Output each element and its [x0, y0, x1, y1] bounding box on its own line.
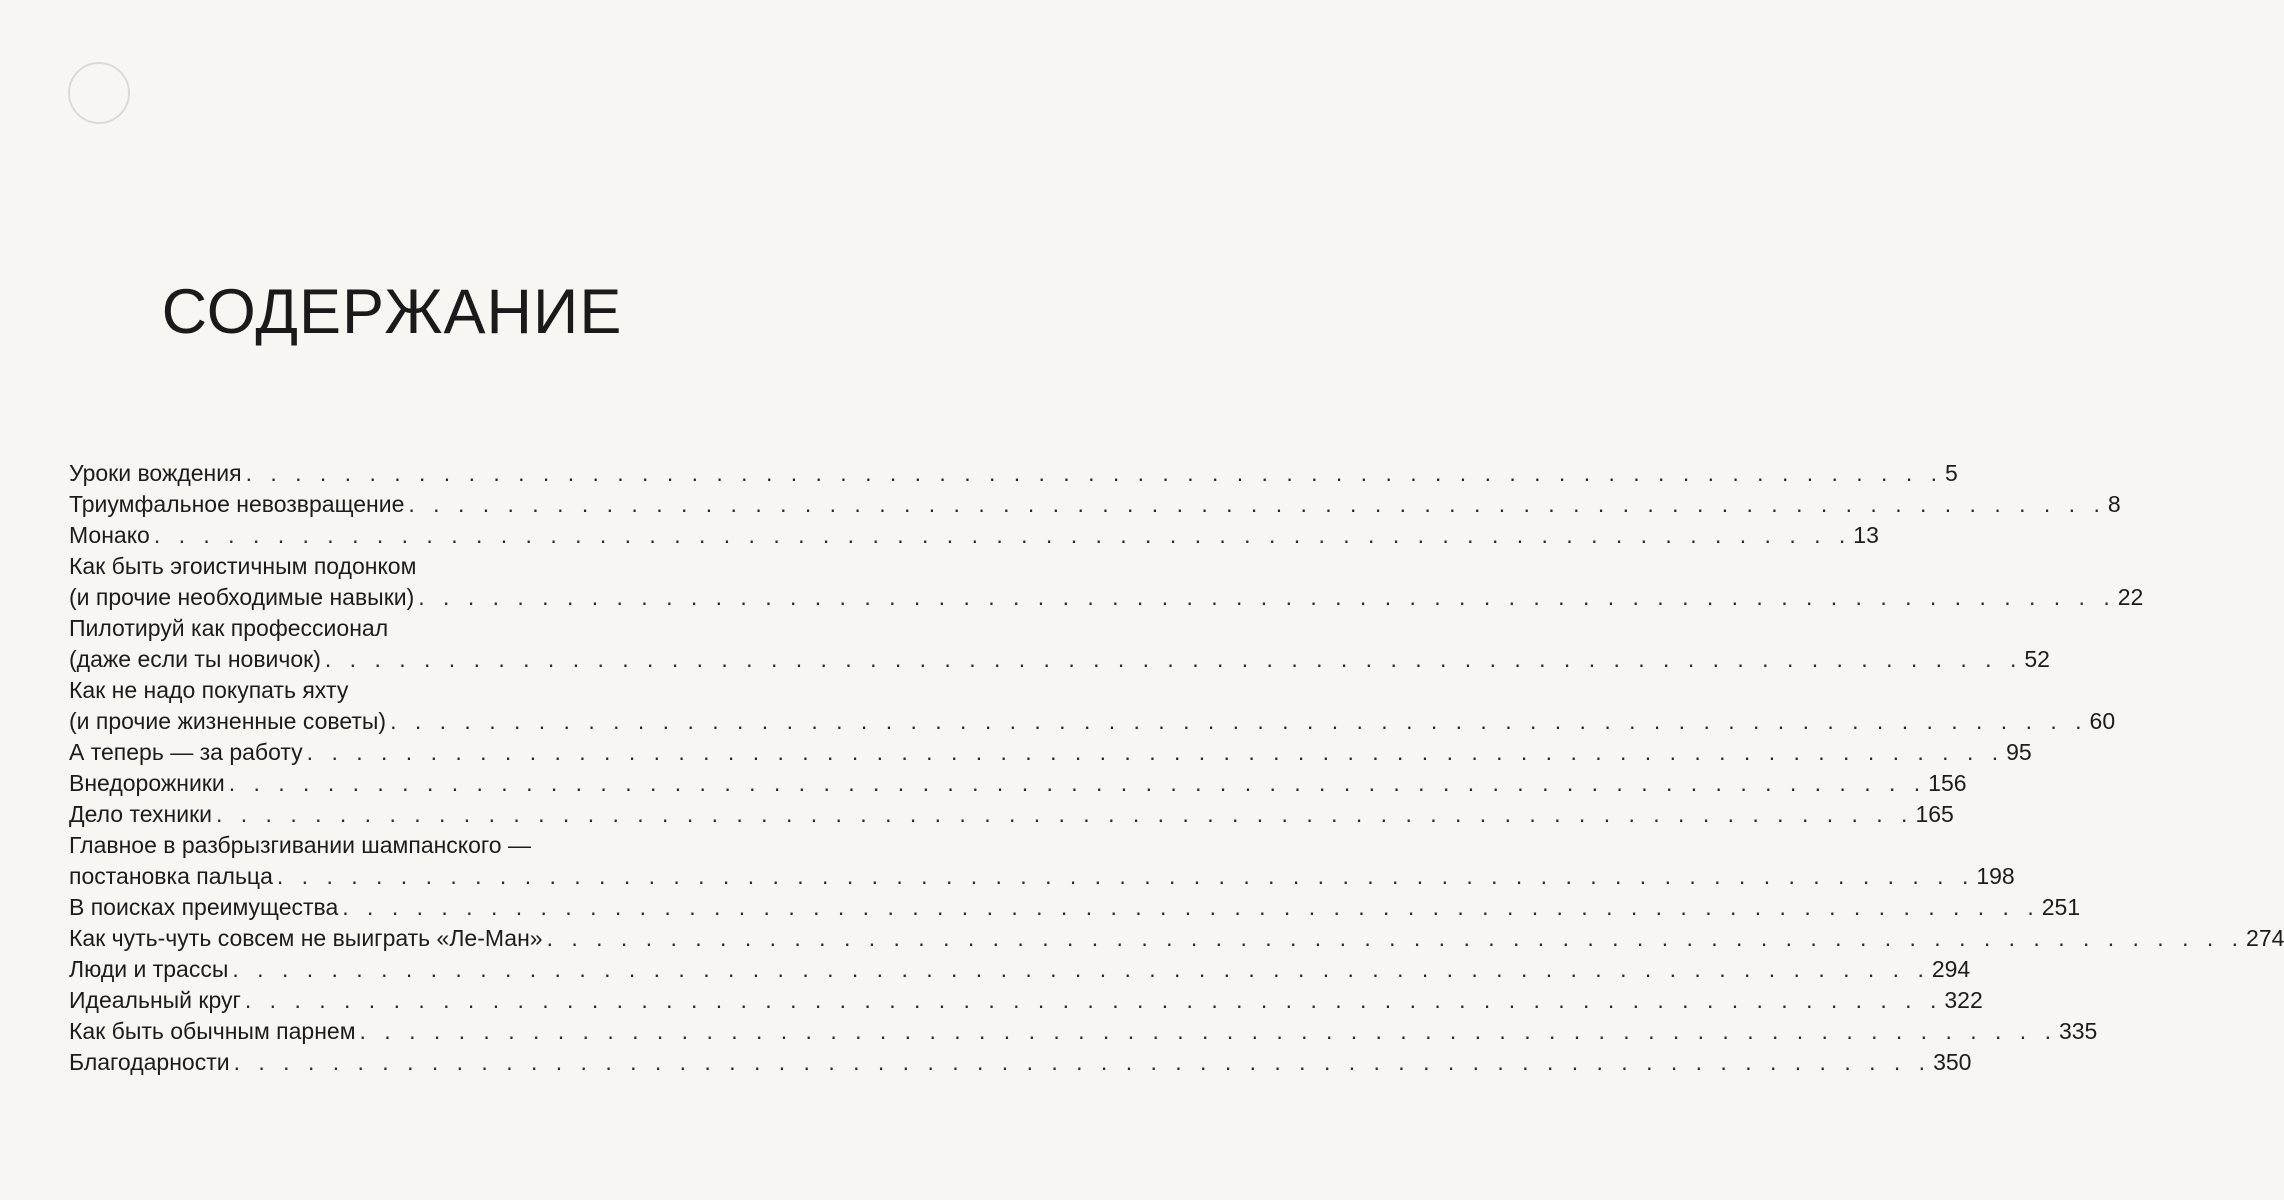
- toc-entry-title: Уроки вождения: [69, 458, 246, 489]
- toc-page-number: 13: [1851, 520, 1879, 551]
- toc-entry: [69, 954, 1971, 985]
- table-of-contents: [69, 458, 2284, 1078]
- toc-entry-title: Триумфальное невозвращение: [69, 489, 408, 520]
- toc-page-number: 60: [2088, 706, 2116, 737]
- toc-entry: [69, 706, 2116, 737]
- toc-page-number: 335: [2057, 1016, 2097, 1047]
- toc-entry-title: Люди и трассы: [69, 954, 232, 985]
- toc-entry: [69, 458, 1958, 489]
- toc-entry-title: Идеальный круг: [69, 985, 245, 1016]
- toc-leader-dots: . . . . . . . . . . . . . . . . . . . . . . . . . . . . . . . . . . . . . . . . . . . . . . . . . . . . . . . . . . . . . . . . . . . . .: [408, 491, 2106, 517]
- toc-entry: [69, 923, 2284, 954]
- toc-page-number: 350: [1931, 1047, 1971, 1078]
- toc-entry-title: Как быть обычным парнем: [69, 1016, 360, 1047]
- toc-page-number: 322: [1942, 985, 1982, 1016]
- toc-entry-title: Дело техники: [69, 799, 216, 830]
- toc-entry-line: [69, 675, 687, 706]
- toc-page-number: 294: [1930, 954, 1970, 985]
- toc-entry: [69, 737, 2032, 768]
- toc-entry: [69, 644, 2050, 675]
- toc-entry-title: Монако: [69, 520, 154, 551]
- toc-leader-dots: . . . . . . . . . . . . . . . . . . . . . . . . . . . . . . . . . . . . . . . . . . . . . . . . . . . . . . . . . . . . . . . . . . . . .: [233, 1049, 1932, 1075]
- toc-leader-dots: . . . . . . . . . . . . . . . . . . . . . . . . . . . . . . . . . . . . . . . . . . . . . . . . . . . . . . . . . . . . . . . . . . . . .: [359, 1018, 2057, 1044]
- toc-entry-title: Как не надо покупать яхту: [69, 675, 352, 706]
- toc-entry: [69, 1016, 2098, 1047]
- toc-entry-line: [69, 551, 687, 582]
- toc-leader-dots: . . . . . . . . . . . . . . . . . . . . . . . . . . . . . . . . . . . . . . . . . . . . . . . . . . . . . . . . . . . . . . . . . . . . .: [342, 894, 2040, 920]
- toc-leader-dots: . . . . . . . . . . . . . . . . . . . . . . . . . . . . . . . . . . . . . . . . . . . . . . . . . . . . . . . . . . . . . . . . . . . . .: [276, 863, 1975, 889]
- toc-leader-dots: . . . . . . . . . . . . . . . . . . . . . . . . . . . . . . . . . . . . . . . . . . . . . . . . . . . . . . . . . . . . . . . . . . . . .: [245, 460, 1944, 486]
- toc-page-number: 198: [1974, 861, 2014, 892]
- toc-leader-dots: . . . . . . . . . . . . . . . . . . . . . . . . . . . . . . . . . . . . . . . . . . . . . . . . . . . . . . . . . . . . . . . . . . . . .: [216, 801, 1914, 827]
- toc-entry: [69, 768, 1967, 799]
- toc-leader-dots: . . . . . . . . . . . . . . . . . . . . . . . . . . . . . . . . . . . . . . . . . . . . . . . . . . . . . . . . . . . . . . . . . . . . .: [306, 739, 2005, 765]
- toc-page-number: 5: [1943, 458, 1958, 489]
- toc-entry-title: Как быть эгоистичным подонком: [69, 551, 420, 582]
- toc-entry-title: В поисках преимущества: [69, 892, 342, 923]
- toc-entry: [69, 861, 2015, 892]
- toc-leader-dots: . . . . . . . . . . . . . . . . . . . . . . . . . . . . . . . . . . . . . . . . . . . . . . . . . . . . . . . . . . . . . . . . . . . . .: [244, 987, 1943, 1013]
- toc-entry-title: Пилотируй как профессионал: [69, 613, 392, 644]
- toc-entry: [69, 892, 2081, 923]
- toc-leader-dots: . . . . . . . . . . . . . . . . . . . . . . . . . . . . . . . . . . . . . . . . . . . . . . . . . . . . . . . . . . . . . . . . . . . . .: [418, 584, 2116, 610]
- toc-entry-line: [69, 613, 687, 644]
- toc-entry-title: Благодарности: [69, 1047, 234, 1078]
- toc-page-number: 8: [2106, 489, 2121, 520]
- toc-page-number: 22: [2116, 582, 2144, 613]
- toc-entry: [69, 799, 1954, 830]
- toc-entry: [69, 520, 1879, 551]
- toc-entry-title: постановка пальца: [69, 861, 277, 892]
- toc-leader-dots: . . . . . . . . . . . . . . . . . . . . . . . . . . . . . . . . . . . . . . . . . . . . . . . . . . . . . . . . . . . . . . . . . . . . .: [324, 646, 2023, 672]
- toc-leader-dots: . . . . . . . . . . . . . . . . . . . . . . . . . . . . . . . . . . . . . . . . . . . . . . . . . . . . . . . . . . . . . . . . . . . . .: [390, 708, 2088, 734]
- toc-entry-title: Как чуть-чуть совсем не выиграть «Ле-Ман»: [69, 923, 547, 954]
- toc-entry-title: (даже если ты новичок): [69, 644, 325, 675]
- toc-leader-dots: . . . . . . . . . . . . . . . . . . . . . . . . . . . . . . . . . . . . . . . . . . . . . . . . . . . . . . . . . . . . . . . . . . . . .: [153, 522, 1852, 548]
- page-title: СОДЕРЖАНИЕ: [161, 277, 623, 347]
- toc-page-number: 156: [1926, 768, 1966, 799]
- toc-entry: [69, 985, 1983, 1016]
- toc-entry: [69, 489, 2121, 520]
- toc-page-number: 52: [2022, 644, 2050, 675]
- toc-entry-title: Главное в разбрызгивании шампанского —: [69, 830, 535, 861]
- bleed-through-age-badge: [68, 62, 130, 124]
- toc-page-number: 274: [2244, 923, 2284, 954]
- toc-page-number: 95: [2004, 737, 2032, 768]
- toc-entry-title: Внедорожники: [69, 768, 229, 799]
- toc-entry-title: А теперь — за работу: [69, 737, 307, 768]
- toc-leader-dots: . . . . . . . . . . . . . . . . . . . . . . . . . . . . . . . . . . . . . . . . . . . . . . . . . . . . . . . . . . . . . . . . . . . . .: [228, 770, 1927, 796]
- toc-entry-line: [69, 830, 687, 861]
- toc-entry-title: (и прочие жизненные советы): [69, 706, 390, 737]
- toc-entry-title: (и прочие необходимые навыки): [69, 582, 418, 613]
- toc-entry: [69, 582, 2144, 613]
- toc-leader-dots: . . . . . . . . . . . . . . . . . . . . . . . . . . . . . . . . . . . . . . . . . . . . . . . . . . . . . . . . . . . . . . . . . . . . .: [232, 956, 1930, 982]
- toc-page-number: 165: [1913, 799, 1953, 830]
- toc-leader-dots: . . . . . . . . . . . . . . . . . . . . . . . . . . . . . . . . . . . . . . . . . . . . . . . . . . . . . . . . . . . . . . . . . . . . .: [546, 925, 2245, 951]
- toc-entry: [69, 1047, 1972, 1078]
- toc-page-number: 251: [2040, 892, 2080, 923]
